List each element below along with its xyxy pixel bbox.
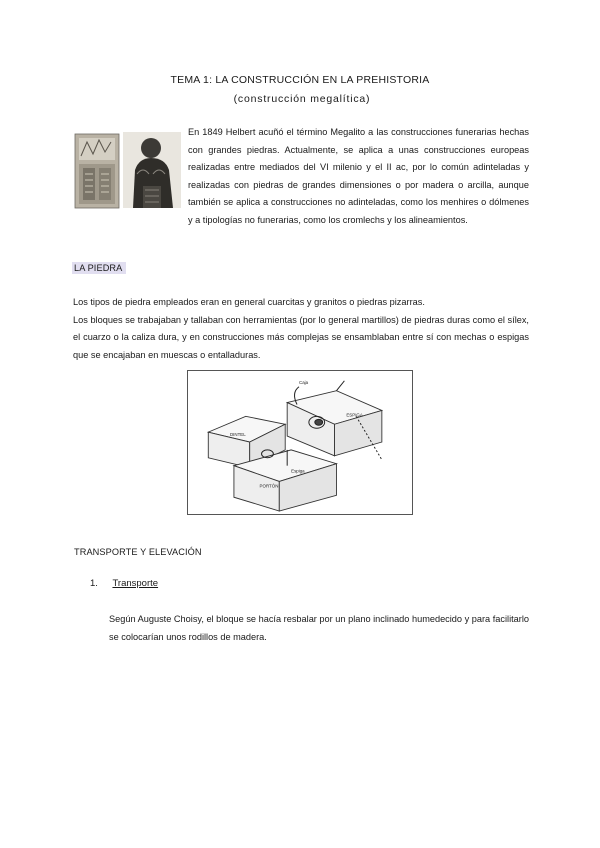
diagram-label-espiga-upper: ESPIGA [346,412,363,418]
page-subtitle: (construcción megalítica) [233,93,371,105]
diagram-label-caja: Caja [299,379,309,385]
section-heading-transporte: TRANSPORTE Y ELEVACIÓN [74,547,202,557]
la-piedra-body [73,294,529,364]
figure-float-spacer [73,124,188,229]
transporte-paragraph: Según Auguste Choisy, el bloque se hacía resbalar por un plano inclinado humedecido y para facilitarlo se colocarían unos rodillos de madera. [109,614,529,642]
list-item-transporte [90,578,158,589]
la-piedra-paragraph: Los tipos de piedra empleados eran en general cuarcitas y granitos o piedras pizarras. [73,297,425,307]
la-piedra-paragraph: Los bloques se trabajaban y tallaban con herramientas (por lo general martillos) de piedras duras como el sílex, el cuarzo o la caliza dura, y en construcciones más complejas se ensamblaban entre sí con mechas o espigas que se encajaban en muescas o entalladuras. [73,314,529,360]
stone-joint-diagram-icon [187,370,413,515]
diagram-label-porton: PORTÓN [259,483,279,489]
intro-paragraph [73,124,529,230]
list-item-number: 1. [90,578,98,589]
section-heading-la-piedra: LA PIEDRA [72,262,126,274]
intro-paragraph-text: En 1849 Helbert acuñó el término Megalito a las construcciones funerarias hechas con grandes piedras. Actualmente, se aplica a unas construcciones europeas realizadas entre mediados del VI milenio y el II ac, por lo común adinteladas y realizadas con piedras de grandes dimensiones o por madera o arcilla, aunque también se aplica a construcciones no adinteladas, como los menhires o dólmenes y a tipologías no funerarias, como los cromlechs y los alineamientos. [188,127,529,225]
diagram-label-espiga: Espiga [291,468,305,474]
list-item-label: Transporte [112,578,159,589]
page-title: TEMA 1: LA CONSTRUCCIÓN EN LA PREHISTORIA [170,74,430,86]
diagram-label-dintel: DINTEL [229,432,246,438]
